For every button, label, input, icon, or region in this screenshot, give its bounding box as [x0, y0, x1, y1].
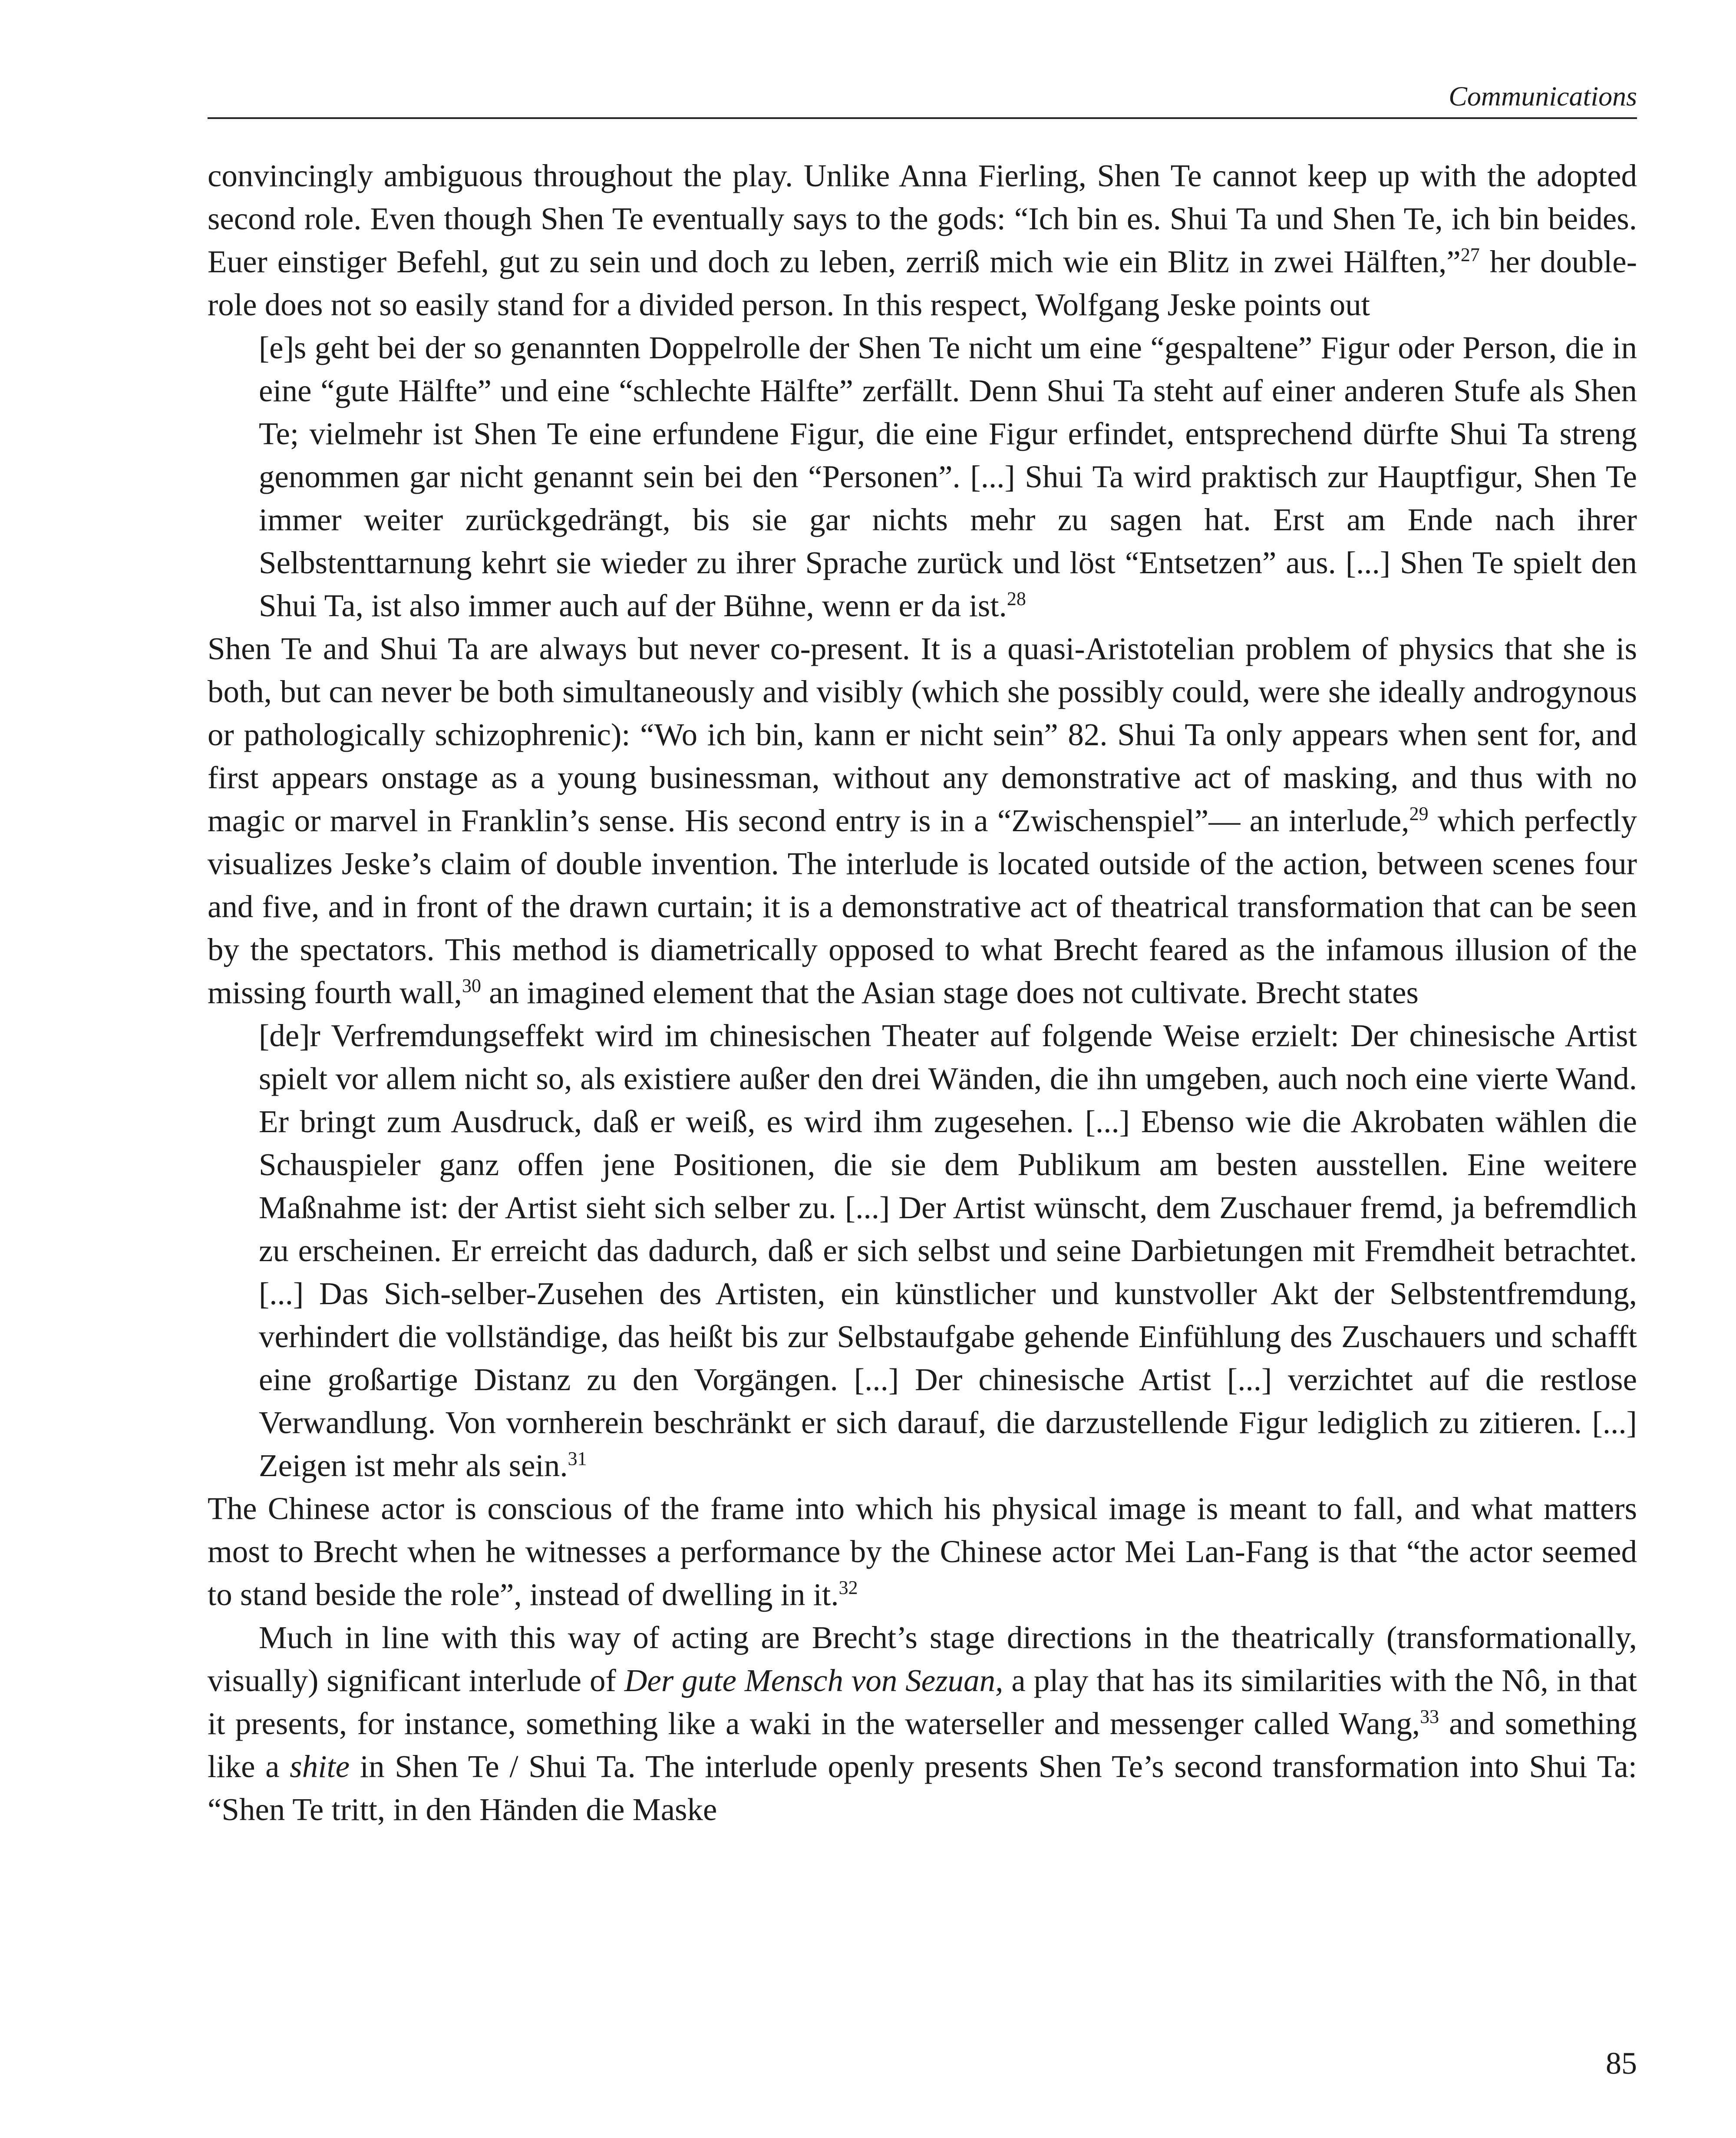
footnote-marker: 31 — [568, 1448, 587, 1469]
paragraph-text: an imagined element that the Asian stage does not cultivate. Brecht states — [481, 975, 1419, 1010]
paragraph-text: Shen Te and Shui Ta are always but never co-present. It is a quasi-Aristotelian problem of physics that she is both, but can never be both simultaneously and visibly (which she possibly could, were she ideally androgynous or pathologically schizophrenic): “Wo ich bin, kann er nicht sein” 82. Shui Ta only appears when sent for, and first appears onstage as a young businessman, without any demonstrative act of masking, and thus with no magic or marvel in Franklin’s sense. His second entry is in a “Zwischenspiel”— an interlude, — [208, 631, 1637, 838]
paragraph-text: which perfectly visualizes Jeske’s claim of double invention. The interlude is located outside of the action, between scenes four and five, and in front of the drawn curtain; it is a demonstrative act of theatrical transformation that can be seen by the spectators. This method is diametrically opposed to what Brecht feared as the infamous illusion of the missing fourth wall, — [208, 803, 1637, 1010]
body-text — [208, 154, 1637, 1831]
paragraph-co-presence — [208, 627, 1637, 1014]
paragraph-chinese-actor — [208, 1487, 1637, 1616]
footnote-marker: 27 — [1460, 244, 1480, 265]
running-title: Communications — [1449, 81, 1637, 112]
paragraph-text: in Shen Te / Shui Ta. The interlude openly presents Shen Te’s second transformation into Shui Ta: “Shen Te tritt, in den Händen die Maske — [208, 1749, 1637, 1827]
footnote-marker: 29 — [1409, 803, 1429, 824]
block-quote-jeske — [259, 326, 1637, 627]
shite-term: shite — [290, 1749, 350, 1784]
paragraph-text: The Chinese actor is conscious of the frame into which his physical image is meant to fall, and what matters most to Brecht when he witnesses a performance by the Chinese actor Mei Lan-Fang is that “the actor seemed to stand beside the role”, instead of dwelling in it. — [208, 1491, 1637, 1612]
page-number: 85 — [1606, 2046, 1637, 2081]
footnote-marker: 30 — [462, 975, 481, 996]
footnote-marker: 32 — [838, 1577, 858, 1598]
paragraph-interlude — [208, 1616, 1637, 1831]
running-header — [208, 78, 1637, 119]
paragraph-text: Much in line with this way of acting are Brecht’s stage directions in the theatrically (transformationally, visually) significant interlude of — [208, 1620, 1637, 1698]
paragraph-text: and something like a — [208, 1706, 1637, 1784]
paragraph-continued — [208, 154, 1637, 326]
paragraph-text: a play that has its similarities with the Nô, in that it presents, for instance, something like a waki in the waterseller and messenger called Wang, — [208, 1663, 1637, 1741]
footnote-marker: 28 — [1007, 588, 1026, 609]
quote-text: [de]r Verfremdungseffekt wird im chinesischen Theater auf folgende Weise erzielt: Der chinesische Artist spielt vor allem nicht so, als existiere außer den drei Wänden, die ihn umgeben, auch noch eine vierte Wand. Er bringt zum Ausdruck, daß er weiß, es wird ihm zugesehen. [...] Ebenso wie die Akrobaten wählen die Schauspieler ganz offen jene Positionen, die sie dem Publikum am besten ausstellen. Eine weitere Maßnahme ist: der Artist sieht sich selber zu. [...] Der Artist wünscht, dem Zuschauer fremd, ja befremdlich zu erscheinen. Er erreicht das dadurch, daß er sich selbst und seine Darbietungen mit Fremdheit betrachtet. [...] Das Sich-selber-Zusehen des Artisten, ein künstlicher und kunstvoller Akt der Selbstentfremdung, verhindert die vollständige, das heißt bis zur Selbstaufgabe gehende Einfühlung des Zuschauers und schafft eine großartige Distanz zu den Vorgängen. [...] Der chinesische Artist [...] verzichtet auf die restlose Verwandlung. Von vornherein beschränkt er sich darauf, die darzustellende Figur lediglich zu zitieren. [...] Zeigen ist mehr als sein. — [259, 1018, 1637, 1483]
footnote-marker: 33 — [1420, 1706, 1439, 1727]
quote-text: [e]s geht bei der so genannten Doppelrolle der Shen Te nicht um eine “gespaltene” Figur oder Person, die in eine “gute Hälfte” und eine “schlechte Hälfte” zerfällt. Denn Shui Ta steht auf einer anderen Stufe als Shen Te; vielmehr ist Shen Te eine erfundene Figur, die eine Figur erfindet, entsprechend dürfte Shui Ta streng genommen gar nicht genannt sein bei den “Personen”. [...] Shui Ta wird praktisch zur Hauptfigur, Shen Te immer weiter zurückgedrängt, bis sie gar nichts mehr zu sagen hat. Erst am Ende nach ihrer Selbstenttarnung kehrt sie wieder zu ihrer Sprache zurück und löst “Entsetzen” aus. [...] Shen Te spielt den Shui Ta, ist also immer auch auf der Bühne, wenn er da ist. — [259, 330, 1637, 623]
block-quote-brecht — [259, 1014, 1637, 1487]
paragraph-text: her double-role does not so easily stand for a divided person. In this respect, Wolfgang Jeske points out — [208, 244, 1637, 322]
play-title: Der gute Mensch von Sezuan, — [624, 1663, 1003, 1698]
paragraph-text: convincingly ambiguous throughout the play. Unlike Anna Fierling, Shen Te cannot keep up with the adopted second role. Even though Shen Te eventually says to the gods: “Ich bin es. Shui Ta und Shen Te, ich bin beides. Euer einstiger Befehl, gut zu sein und doch zu leben, zerriß mich wie ein Blitz in zwei Hälften,” — [208, 158, 1637, 279]
